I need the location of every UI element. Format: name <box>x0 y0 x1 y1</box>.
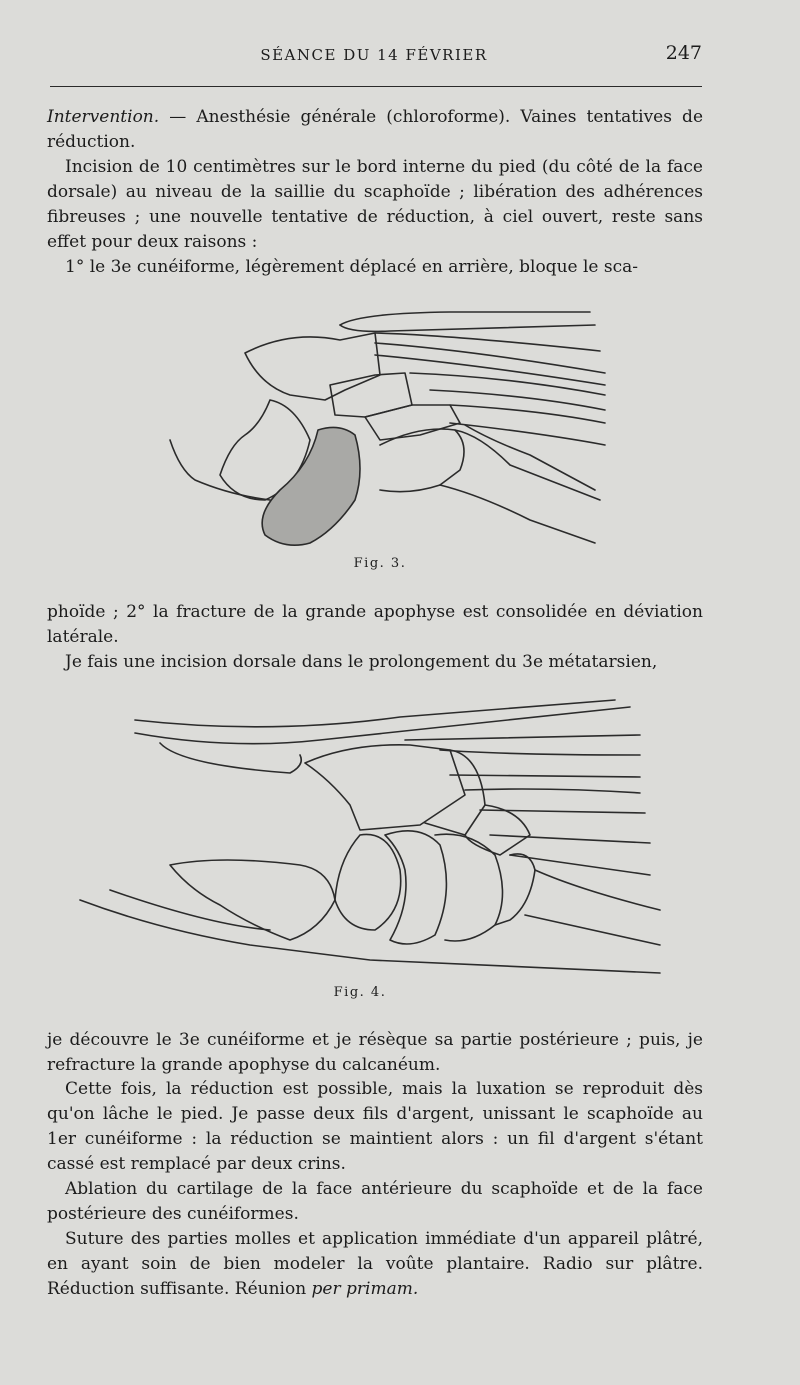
paragraph-resection: je découvre le 3e cunéiforme et je résèque sa partie postérieure ; puis, je refracture la grande apophyse du calcanéum. <box>47 1030 703 1075</box>
intervention-text: — Anesthésie générale (chloroforme). Vaines tentatives de réduction. <box>47 107 703 152</box>
intervention-label: Intervention. <box>47 107 160 127</box>
page-number: 247 <box>665 42 702 64</box>
figure-4-foot-bones-drawing <box>70 695 670 985</box>
suture-text: Suture des parties molles et application immédiate d'un appareil plâtré, en ayant soin de bien modeler la voûte plantaire. Radio sur plâtre. Réduction suffisante. Réunion <box>47 1229 703 1299</box>
header-rule <box>50 86 702 87</box>
paragraph-first-reason: 1° le 3e cunéiforme, légèrement déplacé en arrière, bloque le sca- <box>65 257 639 277</box>
paragraph-dorsal-incision: Je fais une incision dorsale dans le prolongement du 3e métatarsien, <box>65 652 658 672</box>
paragraph-second-reason: phoïde ; 2° la fracture de la grande apophyse est consolidée en déviation latérale. <box>47 602 703 647</box>
page-header <box>0 42 800 72</box>
figure-4-caption: Fig. 4. <box>333 985 387 1000</box>
paragraph-reduction: Cette fois, la réduction est possible, mais la luxation se reproduit dès qu'on lâche le pied. Je passe deux fils d'argent, unissant le scaphoïde au 1er cunéiforme : la réduction se maintient alors : un fil d'argent s'étant cassé est remplacé par deux crins. <box>47 1079 703 1174</box>
paragraph-cartilage: Ablation du cartilage de la face antérieure du scaphoïde et de la face postérieure des cunéiformes. <box>47 1179 703 1224</box>
figure-3-caption: Fig. 3. <box>353 556 407 571</box>
suture-latin: per primam. <box>311 1279 419 1299</box>
figure-3-foot-bones-drawing <box>150 295 620 557</box>
paragraph-intervention <box>47 105 703 155</box>
running-title: SÉANCE DU 14 FÉVRIER <box>260 46 488 64</box>
paragraph-suture <box>47 1227 703 1302</box>
paragraph-incision: Incision de 10 centimètres sur le bord interne du pied (du côté de la face dorsale) au niveau de la saillie du scaphoïde ; libération des adhérences fibreuses ; une nouvelle tentative de réduction, à ciel ouvert, reste sans effet pour deux raisons : <box>47 157 703 252</box>
